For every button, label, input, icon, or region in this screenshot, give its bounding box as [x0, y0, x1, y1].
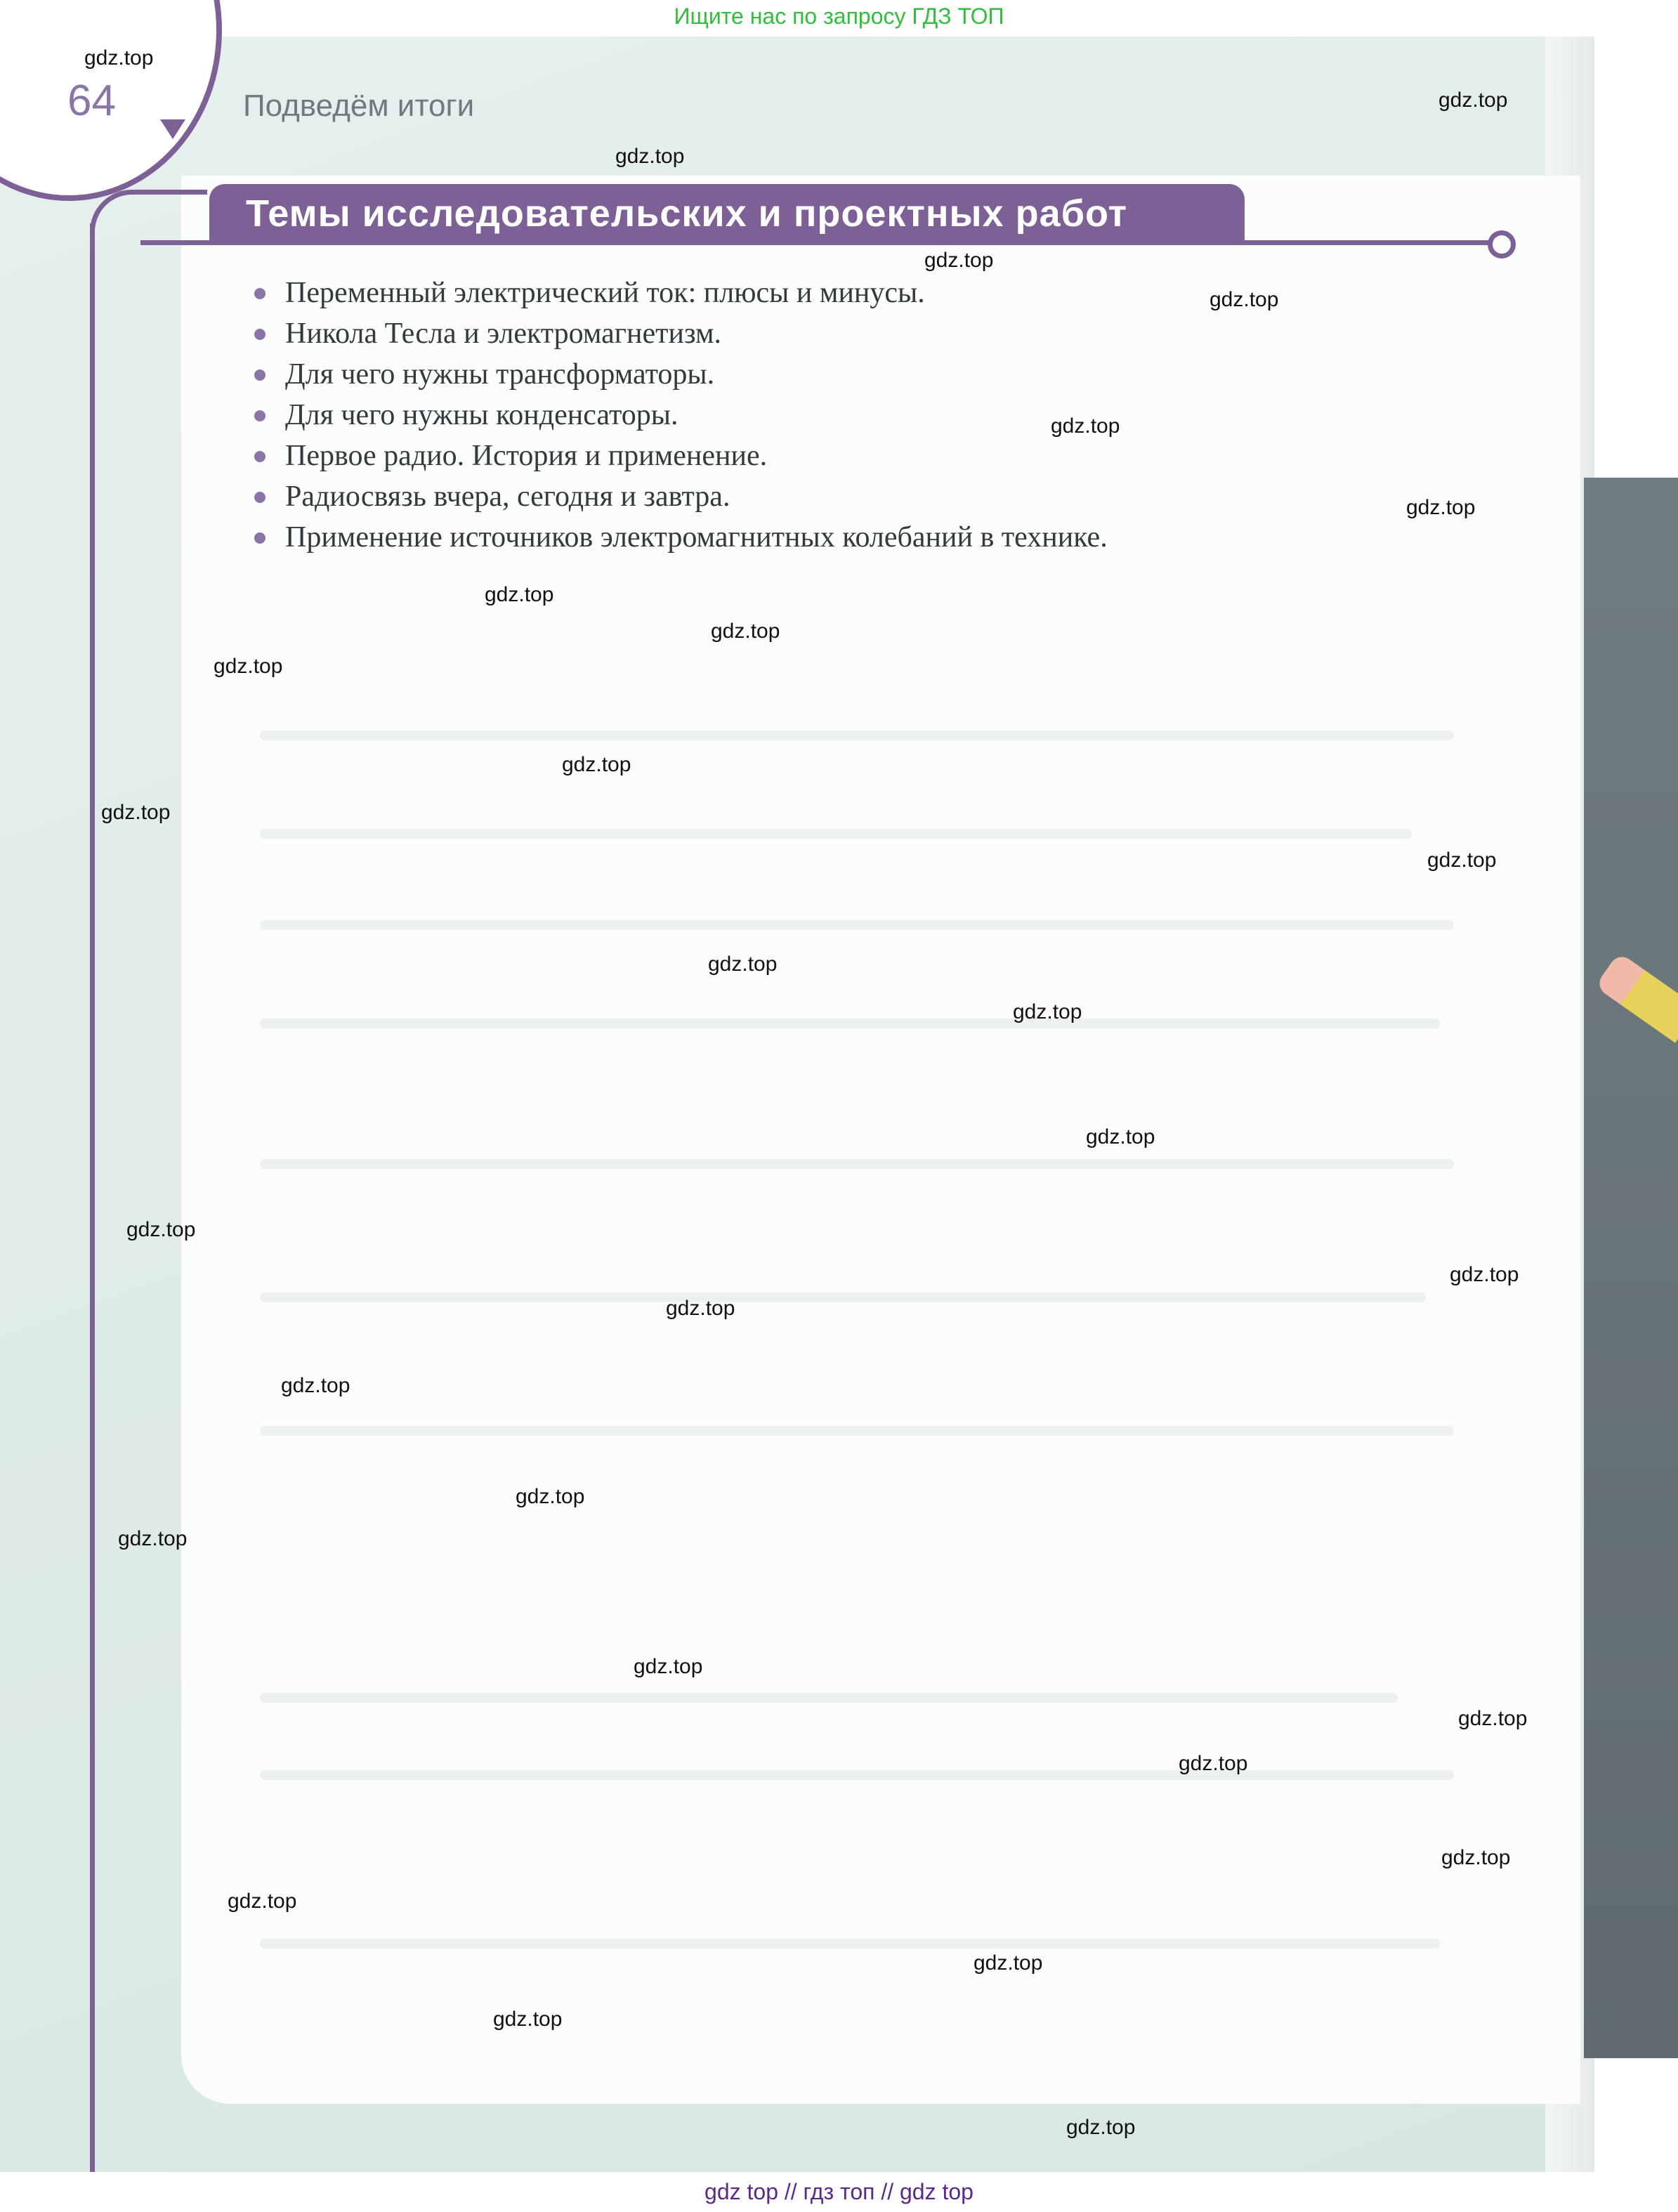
list-item [251, 354, 1108, 395]
watermark: gdz.top [1458, 1707, 1528, 1730]
list-item [251, 395, 1108, 436]
topic-text: Переменный электрический ток: плюсы и минусы. [285, 277, 925, 309]
watermark: gdz.top [1086, 1125, 1155, 1148]
bullet-icon [254, 288, 266, 299]
watermark: gdz.top [1066, 2116, 1136, 2139]
faded-text-line [260, 1292, 1426, 1302]
watermark: gdz.top [126, 1218, 196, 1241]
frame-left-line [90, 223, 95, 2176]
faded-text-line [260, 1019, 1440, 1028]
watermark: gdz.top [228, 1890, 297, 1913]
watermark: gdz.top [1438, 89, 1508, 112]
page-number: 64 [67, 77, 116, 125]
bullet-icon [254, 369, 266, 381]
heading-title: Темы исследовательских и проектных работ [246, 192, 1128, 235]
faded-text-line [260, 731, 1454, 740]
list-item [251, 313, 1108, 354]
watermark: gdz.top [1051, 414, 1120, 438]
faded-text-line [260, 1693, 1398, 1703]
list-item [251, 436, 1108, 476]
watermark: gdz.top [1406, 496, 1476, 519]
watermark: gdz.top [118, 1527, 188, 1550]
bullet-icon [254, 492, 266, 503]
faded-text-line [260, 920, 1454, 930]
topic-text: Для чего нужны конденсаторы. [285, 399, 679, 431]
watermark: gdz.top [1427, 849, 1497, 872]
watermark: gdz.top [493, 2008, 563, 2031]
watermark: gdz.top [615, 145, 685, 168]
watermark: gdz.top [84, 46, 154, 70]
line-end-circle-icon [1488, 230, 1516, 258]
list-item [251, 476, 1108, 517]
bullet-icon [254, 532, 266, 544]
watermark: gdz.top [562, 753, 631, 776]
watermark: gdz.top [974, 1951, 1043, 1975]
section-title: Подведём итоги [243, 89, 475, 123]
watermark: gdz.top [214, 655, 283, 678]
topic-text: Радиосвязь вчера, сегодня и завтра. [285, 480, 730, 513]
list-item [251, 517, 1108, 558]
faded-text-line [260, 1159, 1454, 1169]
watermark: gdz.top [1179, 1752, 1248, 1775]
faded-text-line [260, 1426, 1454, 1436]
topic-text: Применение источников электромагнитных колебаний в технике. [285, 521, 1108, 554]
watermark: gdz.top [666, 1297, 735, 1320]
arrow-down-icon [160, 119, 185, 139]
watermark: gdz.top [281, 1374, 350, 1397]
background-surface [1584, 478, 1678, 2058]
bottom-banner[interactable]: gdz top // гдз топ // gdz top [0, 2172, 1678, 2212]
list-item [251, 273, 1108, 313]
topic-text: Первое радио. История и применение. [285, 440, 768, 472]
watermark: gdz.top [1441, 1846, 1511, 1869]
topic-text: Для чего нужны трансформаторы. [285, 358, 715, 391]
bullet-icon [254, 329, 266, 340]
watermark: gdz.top [1210, 288, 1279, 311]
topics-list [251, 273, 1108, 558]
watermark: gdz.top [101, 801, 171, 824]
watermark: gdz.top [1013, 1000, 1082, 1023]
top-banner[interactable]: Ищите нас по запросу ГДЗ ТОП [674, 4, 1004, 29]
watermark: gdz.top [1450, 1263, 1519, 1286]
faded-text-line [260, 1770, 1454, 1780]
watermark: gdz.top [708, 953, 778, 976]
watermark: gdz.top [924, 249, 994, 272]
watermark: gdz.top [485, 583, 554, 606]
watermark: gdz.top [634, 1655, 703, 1678]
bullet-icon [254, 410, 266, 421]
bullet-icon [254, 451, 266, 462]
faded-text-line [260, 1939, 1440, 1949]
watermark: gdz.top [711, 620, 780, 643]
topic-text: Никола Тесла и электромагнетизм. [285, 318, 722, 350]
faded-text-line [260, 829, 1412, 839]
watermark: gdz.top [516, 1485, 585, 1508]
